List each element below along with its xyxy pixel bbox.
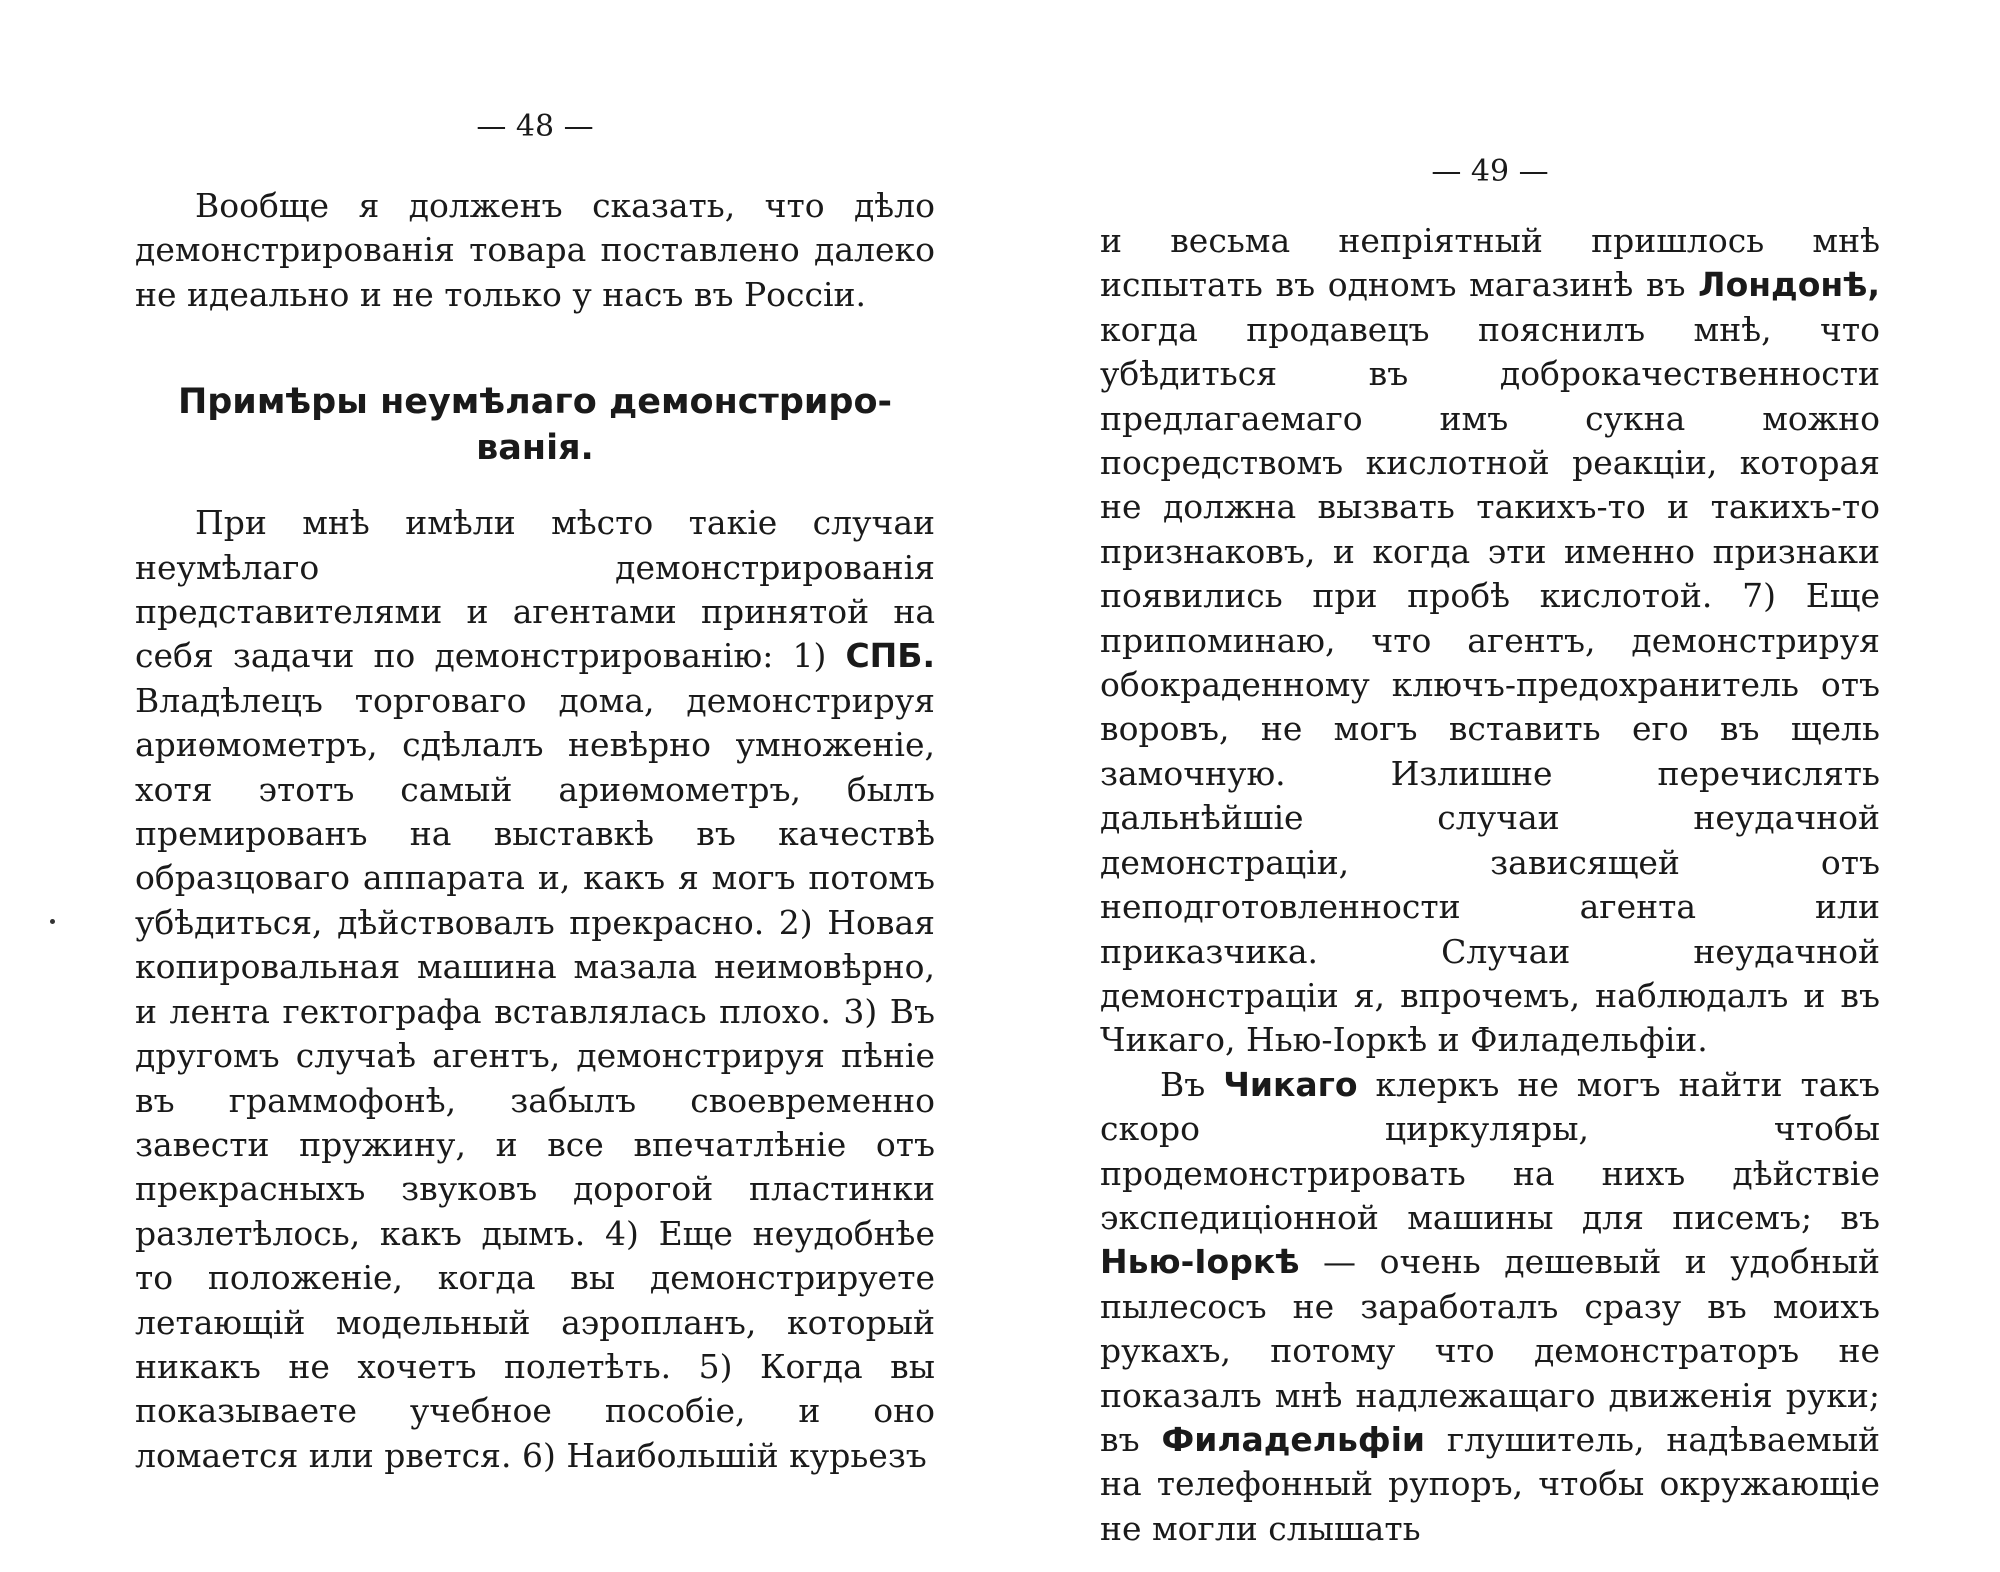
page-number-49: — 49 — (1431, 154, 1549, 189)
examples-text-1: При мнѣ имѣли мѣсто такіе случаи неумѣлаго демонстрированія представителями и агентами принятой на себя задачи по демонстрированію: 1) (135, 503, 935, 676)
america-text-1: Въ (1160, 1064, 1224, 1104)
term-new-york: Нью-Іоркѣ (1100, 1242, 1300, 1282)
left-page (135, 110, 935, 1478)
term-spb: СПБ. (845, 636, 935, 676)
term-london: Лондонѣ, (1698, 265, 1880, 305)
stray-ink-dot (50, 919, 55, 924)
term-chicago: Чикаго (1223, 1064, 1358, 1104)
london-text-2: когда продавецъ пояснилъ мнѣ, что убѣдиться въ доброкачественности предлагаемаго имъ сукна можно посредствомъ кислотной реакціи, которая не должна вызвать такихъ-то и такихъ-то признаковъ, и когда эти именно признаки появились при пробѣ кислотой. 7) Еще припоминаю, что агентъ, демонстрируя обокраденному ключъ-предохранитель отъ воровъ, не могъ вставить его въ щель замочную. Излишне перечислять дальнѣйшіе случаи неудачной демонстраціи, зависящей отъ неподготовленности агента или приказчика. Случаи неудачной демонстраціи я, впрочемъ, наблюдалъ и въ Чикаго, Нью-Іоркѣ и Филадельфіи. (1100, 309, 1880, 1060)
america-text-4: глушитель, надѣваемый на телефонный рупоръ, чтобы окружающіе не могли слышать (1100, 1419, 1880, 1548)
section-heading: Примѣры неумѣлаго демонстриро-ванія. (177, 382, 893, 469)
america-paragraph (1100, 1063, 1880, 1551)
term-philadelphia: Филадельфіи (1161, 1419, 1426, 1459)
america-text-3: — очень дешевый и удобный пылесосъ не заработалъ сразу въ моихъ рукахъ, потому что демонстраторъ не показалъ мнѣ надлежащаго движенія руки; въ (1100, 1242, 1880, 1459)
right-page (1100, 155, 1880, 1551)
america-text-2: клеркъ не могъ найти такъ скоро циркуляры, чтобы продемонстрировать на нихъ дѣйствіе экспедиціонной машины для писемъ; въ (1100, 1064, 1880, 1237)
page-number-48: — 48 — (476, 109, 594, 144)
london-text-1: и весьма непріятный пришлось мнѣ испытать въ одномъ магазинѣ въ (1100, 221, 1880, 305)
examples-text-2: Владѣлецъ торговаго дома, демонстрируя ариѳмометръ, сдѣлалъ невѣрно умноженіе, хотя этотъ самый ариѳмометръ, былъ премированъ на выставкѣ въ качествѣ образцоваго аппарата и, какъ я могъ потомъ убѣдиться, дѣйствовалъ прекрасно. 2) Новая копировальная машина мазала неимовѣрно, и лента гектографа вставлялась плохо. 3) Въ другомъ случаѣ агентъ, демонстрируя пѣніе въ граммофонѣ, забылъ своевременно завести пружину, и все впечатлѣніе отъ прекрасныхъ звуковъ дорогой пластинки разлетѣлось, какъ дымъ. 4) Еще неудобнѣе то положеніе, когда вы демонстрируете летающій модельный аэропланъ, который никакъ не хочетъ полетѣть. 5) Когда вы показываете учебное пособіе, и оно ломается или рвется. 6) Наибольшій курьезъ (135, 680, 935, 1475)
intro-paragraph: Вообще я долженъ сказать, что дѣло демонстрированія товара поставлено далеко не идеально и не только у насъ въ Россіи. (135, 186, 935, 314)
london-paragraph (1100, 219, 1880, 1063)
examples-paragraph (135, 501, 935, 1478)
